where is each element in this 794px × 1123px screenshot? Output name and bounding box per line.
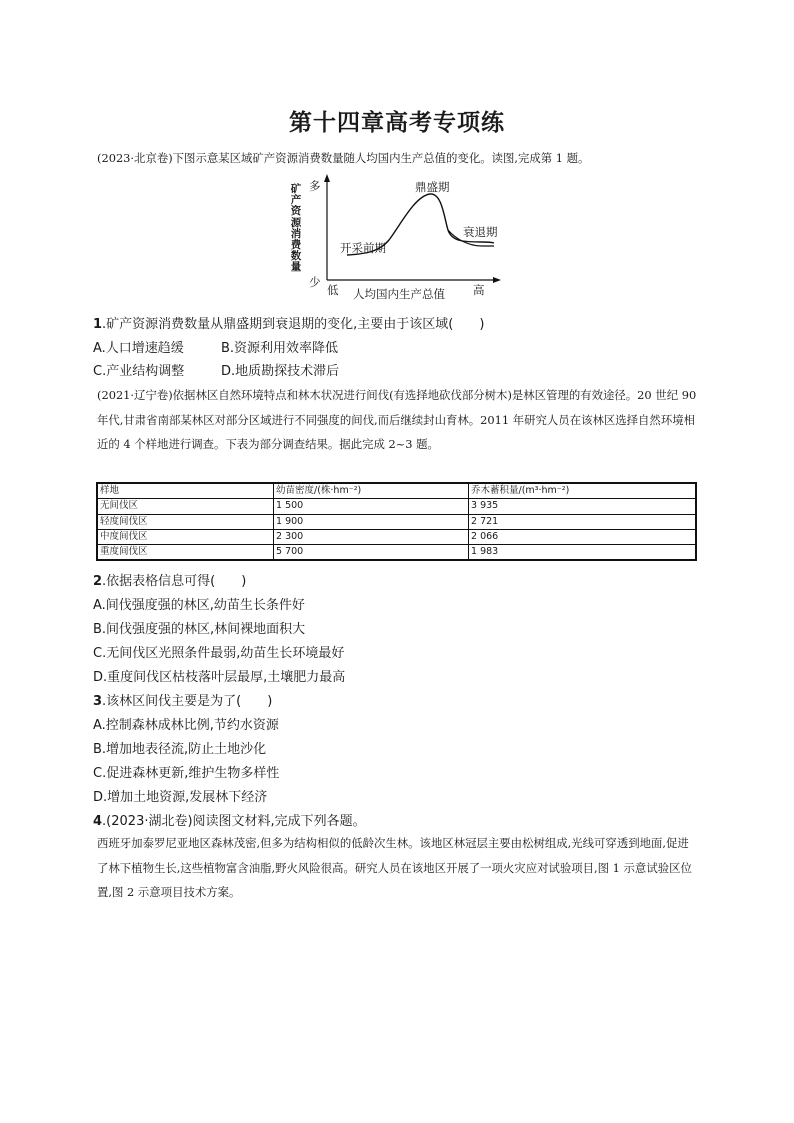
q3-option-d[interactable]: D.增加土地资源,发展林下经济 <box>93 790 268 805</box>
table-cell: 1 983 <box>469 545 697 561</box>
question-1-text: .矿产资源消费数量从鼎盛期到衰退期的变化,主要由于该区域( ) <box>102 317 485 332</box>
question-4 <box>93 813 366 831</box>
table-cell: 重度间伐区 <box>97 545 274 561</box>
question-4-text: .(2023·湖北卷)阅读图文材料,完成下列各题。 <box>102 814 366 829</box>
chart-x-high: 高 <box>473 283 485 297</box>
question-2-text: .依据表格信息可得( ) <box>102 574 247 589</box>
intro-q4: 西班牙加泰罗尼亚地区森林茂密,但多为结构相似的低龄次生林。该地区林冠层主要由松树组成,光线可穿透到地面,促进了林下植物生长,这些植物富含油脂,野火风险很高。研究人员在该地区开展了一项火灾应对试验项目,图 1 示意试验区位置,图 2 示意项目技术方案。 <box>97 836 692 899</box>
table-row <box>97 529 696 544</box>
table-row <box>97 514 696 529</box>
chart-y-label: 矿产资源消费数量 <box>290 183 302 274</box>
chart-y-low: 少 <box>309 275 321 289</box>
table-cell: 5 700 <box>274 545 469 561</box>
question-2-number: 2 <box>93 574 103 589</box>
intro-q2-3: (2021·辽宁卷)依据林区自然环境特点和林木状况进行间伐(有选择地砍伐部分树木)是林区管理的有效途径。20 世纪 90 年代,甘肃省南部某林区对部分区域进行不同强度的间伐,而后继续封山育林。2011 年研究人员在该林区选择自然环境相近的 4 个样地进行调查。下表为部分调查结果。据此完成 2~3 题。 <box>97 388 697 451</box>
question-2 <box>93 573 246 591</box>
page-title: 第十四章高考专项练 <box>289 110 505 136</box>
question-4-number: 4 <box>93 814 103 829</box>
y-axis-arrow <box>324 174 330 182</box>
q3-option-b[interactable]: B.增加地表径流,防止土地沙化 <box>93 742 267 757</box>
resource-consumption-chart <box>287 172 507 304</box>
chart-y-high: 多 <box>309 179 321 193</box>
table-header: 幼苗密度/(株·hm⁻²) <box>274 483 469 499</box>
q1-option-d[interactable]: D.地质勘探技术滞后 <box>221 364 340 379</box>
chart-x-label: 人均国内生产总值 <box>353 287 445 301</box>
q2-option-a[interactable]: A.间伐强度强的林区,幼苗生长条件好 <box>93 598 305 613</box>
chart-x-low: 低 <box>327 283 339 297</box>
q2-option-b[interactable]: B.间伐强度强的林区,林间裸地面积大 <box>93 622 306 637</box>
table-cell: 中度间伐区 <box>97 529 274 544</box>
q3-option-c[interactable]: C.促进森林更新,维护生物多样性 <box>93 766 280 781</box>
table-cell: 3 935 <box>469 499 697 514</box>
intro-q1: (2023·北京卷)下图示意某区域矿产资源消费数量随人均国内生产总值的变化。读图,完成第 1 题。 <box>97 151 590 165</box>
table-cell: 1 500 <box>274 499 469 514</box>
table-header: 样地 <box>97 483 274 499</box>
table-row <box>97 499 696 514</box>
table-cell: 2 300 <box>274 529 469 544</box>
question-1 <box>93 316 484 334</box>
table-header: 乔木蓄积量/(m³·hm⁻²) <box>469 483 697 499</box>
q1-option-a[interactable]: A.人口增速趋缓 <box>93 341 184 356</box>
table-cell: 2 066 <box>469 529 697 544</box>
question-3-text: .该林区间伐主要是为了( ) <box>102 694 273 709</box>
label-early: 开采前期 <box>340 241 386 255</box>
q2-option-c[interactable]: C.无间伐区光照条件最弱,幼苗生长环境最好 <box>93 646 345 661</box>
table-cell: 轻度间伐区 <box>97 514 274 529</box>
label-decline: 衰退期 <box>463 225 498 239</box>
table-cell: 无间伐区 <box>97 499 274 514</box>
table-cell: 2 721 <box>469 514 697 529</box>
survey-table <box>96 482 697 561</box>
label-peak: 鼎盛期 <box>415 180 450 194</box>
question-3-number: 3 <box>93 694 103 709</box>
q1-option-b[interactable]: B.资源利用效率降低 <box>221 341 339 356</box>
question-1-number: 1 <box>93 317 103 332</box>
table-row <box>97 545 696 561</box>
table-header-row <box>97 483 696 499</box>
q2-option-d[interactable]: D.重度间伐区枯枝落叶层最厚,土壤肥力最高 <box>93 670 346 685</box>
question-3 <box>93 693 272 711</box>
x-axis-arrow <box>493 277 501 283</box>
q1-option-c[interactable]: C.产业结构调整 <box>93 364 185 379</box>
table-cell: 1 900 <box>274 514 469 529</box>
q3-option-a[interactable]: A.控制森林成林比例,节约水资源 <box>93 718 279 733</box>
